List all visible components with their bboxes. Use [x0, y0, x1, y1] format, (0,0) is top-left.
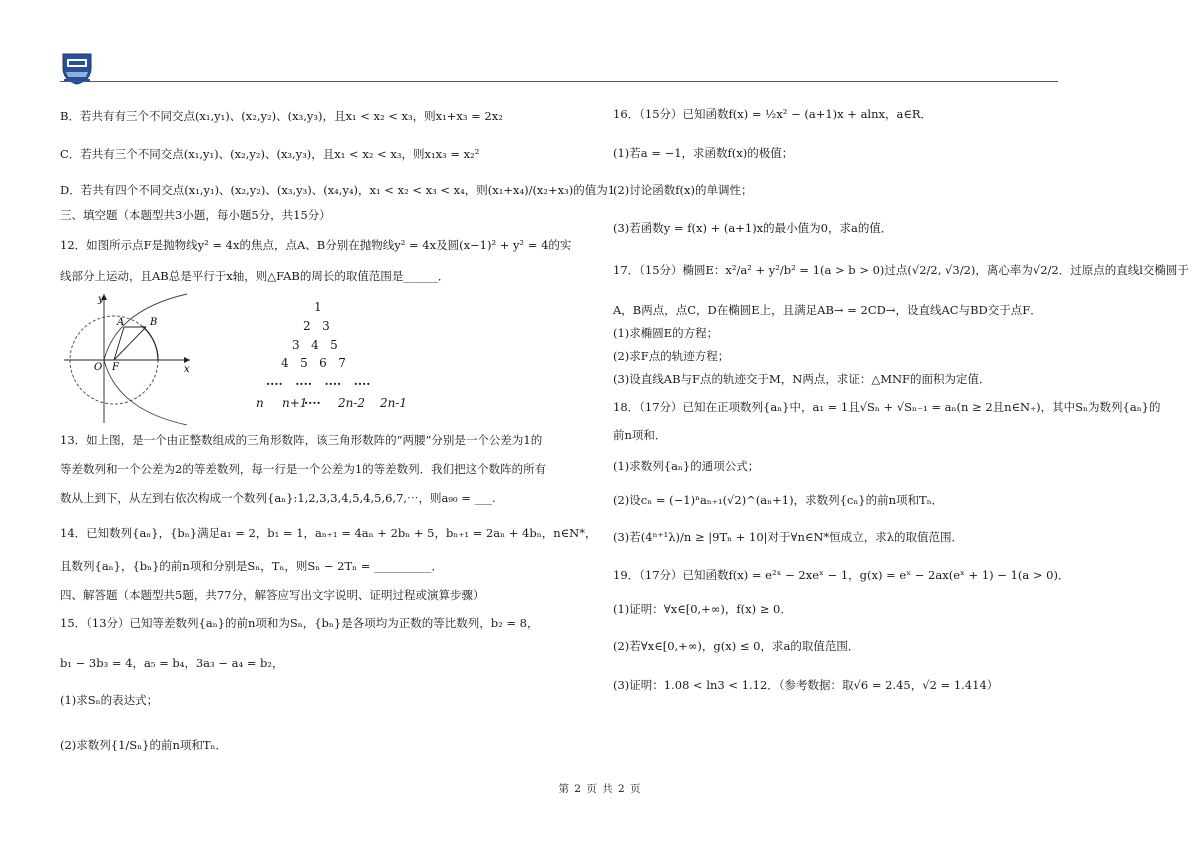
problem-16-part3: (3)若函数y = f(x) + (a+1)x的最小值为0，求a的值． — [613, 221, 893, 235]
triangle-row-4: 4 5 6 7 — [281, 356, 346, 370]
problem-13-line1: 13．如上图，是一个由正整数组成的三角形数阵，该三角形数阵的“两腰”分别是一个公差为1的 — [60, 433, 543, 447]
problem-15-line2: b₁ − 3b₃ = 4，a₅ = b₄，3a₃ − a₄ = b₂， — [60, 656, 284, 670]
triangle-row-2: 2 3 — [303, 319, 330, 333]
problem-18-part1: (1)求数列{aₙ}的通项公式； — [613, 459, 760, 473]
problem-17-part1: (1)求椭圆E的方程； — [613, 326, 719, 340]
problem-18-part3: (3)若(4ⁿ⁺¹λ)/n ≥ |9Tₙ + 10|对于∀n∈N*恒成立，求λ的取值范围． — [613, 530, 964, 544]
x-axis-label: x — [184, 364, 190, 375]
problem-19-part3: (3)证明：1.08 < ln3 < 1.12．（参考数据：取√6 = 2.45，√2 = 1.414） — [613, 678, 999, 692]
point-a-label: A — [117, 317, 125, 328]
problem-14-line1: 14．已知数列{aₙ}，{bₙ}满足a₁ = 2，b₁ = 1，aₙ₊₁ = 4aₙ + 2bₙ + 5，bₙ₊₁ = 2aₙ + 4bₙ，n∈N*， — [60, 526, 597, 540]
problem-16-stem: 16．（15分）已知函数f(x) = ½x² − (a+1)x + alnx，a∈R． — [613, 107, 933, 121]
y-axis-label: y — [98, 294, 104, 305]
problem-14-line2: 且数列{aₙ}，{bₙ}的前n项和分别是Sₙ，Tₙ，则Sₙ − 2Tₙ = __________． — [60, 559, 444, 573]
problem-15-part2: (2)求数列{1/Sₙ}的前n项和Tₙ． — [60, 738, 228, 752]
problem-17-part2: (2)求F点的轨迹方程； — [613, 349, 730, 363]
triangle-last-row-n-plus-1: n+1 — [282, 396, 308, 410]
problem-17-line1: 17．（15分）椭圆E：x²/a² + y²/b² = 1(a > b > 0)过点(√2/2, √3/2)，离心率为√2/2．过原点的直线l交椭圆于 — [613, 263, 1189, 277]
point-b-label: B — [150, 317, 158, 328]
problem-15-part1: (1)求Sₙ的表达式； — [60, 693, 159, 707]
section-answers-heading: 四、解答题（本题型共5题，共77分，解答应写出文字说明、证明过程或演算步骤） — [60, 588, 485, 602]
triangle-row-1: 1 — [314, 300, 322, 314]
problem-16-part1: (1)若a = −1，求函数f(x)的极值； — [613, 146, 794, 160]
header-rule — [60, 81, 1058, 82]
page-footer: 第 2 页 共 2 页 — [558, 783, 642, 795]
focus-label: F — [112, 362, 119, 373]
triangle-last-row-2n-2: 2n-2 — [338, 396, 366, 410]
option-b: B．若共有有三个不同交点(x₁,y₁)、(x₂,y₂)、(x₃,y₃)，且x₁ < x₂ < x₃，则x₁+x₃ = 2x₂ — [60, 109, 503, 123]
parabola-circle-figure — [62, 290, 197, 425]
triangle-row-3: 3 4 5 — [292, 338, 338, 352]
option-c: C．若共有三个不同交点(x₁,y₁)、(x₂,y₂)、(x₃,y₃)，且x₁ < x₂ < x₃，则x₁x₃ = x₂² — [60, 147, 480, 161]
problem-17-line2: A，B两点，点C，D在椭圆E上，且满足AB→ = 2CD→，设直线AC与BD交于点F． — [613, 303, 1042, 317]
problem-18-part2: (2)设cₙ = (−1)ⁿaₙ₊₁(√2)^(aₙ+1)，求数列{cₙ}的前n项和Tₙ． — [613, 493, 944, 507]
problem-12-line2: 线部分上运动，且AB总是平行于x轴，则△FAB的周长的取值范围是______． — [60, 269, 450, 283]
problem-13-line3: 数从上到下，从左到右依次构成一个数列{aₙ}:1,2,3,3,4,5,4,5,6,7,⋯，则a₉₀ = ___. — [60, 491, 496, 505]
problem-16-part2: (2)讨论函数f(x)的单调性； — [613, 183, 753, 197]
origin-label: O — [94, 362, 103, 373]
problem-15-line1: 15．（13分）已知等差数列{aₙ}的前n项和为Sₙ，{bₙ}是各项均为正数的等比数列，b₂ = 8， — [60, 616, 539, 630]
problem-18-line1: 18．（17分）已知在正项数列{aₙ}中，a₁ = 1且√Sₙ + √Sₙ₋₁ = aₙ(n ≥ 2且n∈N₊)，其中Sₙ为数列{aₙ}的 — [613, 400, 1161, 414]
problem-18-line2: 前n项和． — [613, 428, 667, 442]
problem-17-part3: (3)设直线AB与F点的轨迹交于M，N两点，求证：△MNF的面积为定值． — [613, 372, 991, 386]
problem-19-stem: 19．（17分）已知函数f(x) = e²ˣ − 2xeˣ − 1，g(x) = eˣ − 2ax(eˣ + 1) − 1(a > 0)． — [613, 568, 1070, 582]
problem-13-line2: 等差数列和一个公差为2的等差数列，每一行是一个公差为1的等差数列．我们把这个数阵的所有 — [60, 462, 547, 476]
option-d: D．若共有四个不同交点(x₁,y₁)、(x₂,y₂)、(x₃,y₃)、(x₄,y₄)，x₁ < x₂ < x₃ < x₄，则(x₁+x₄)/(x₂+x₃)的值为1 — [60, 183, 616, 197]
section-fill-blank-heading: 三、填空题（本题型共3小题，每小题5分，共15分） — [60, 208, 331, 222]
triangle-last-row-n: n — [256, 396, 264, 410]
triangle-dots-row: ···· ···· ···· ···· — [266, 377, 371, 391]
problem-12-line1: 12．如图所示点F是抛物线y² = 4x的焦点，点A、B分别在抛物线y² = 4x及圆(x−1)² + y² = 4的实 — [60, 238, 572, 252]
triangle-last-row-2n-1: 2n-1 — [380, 396, 408, 410]
problem-19-part2: (2)若∀x∈[0,+∞)，g(x) ≤ 0，求a的取值范围． — [613, 639, 860, 653]
triangle-last-row-dots: ···· — [304, 396, 321, 410]
problem-19-part1: (1)证明：∀x∈[0,+∞)，f(x) ≥ 0． — [613, 602, 792, 616]
